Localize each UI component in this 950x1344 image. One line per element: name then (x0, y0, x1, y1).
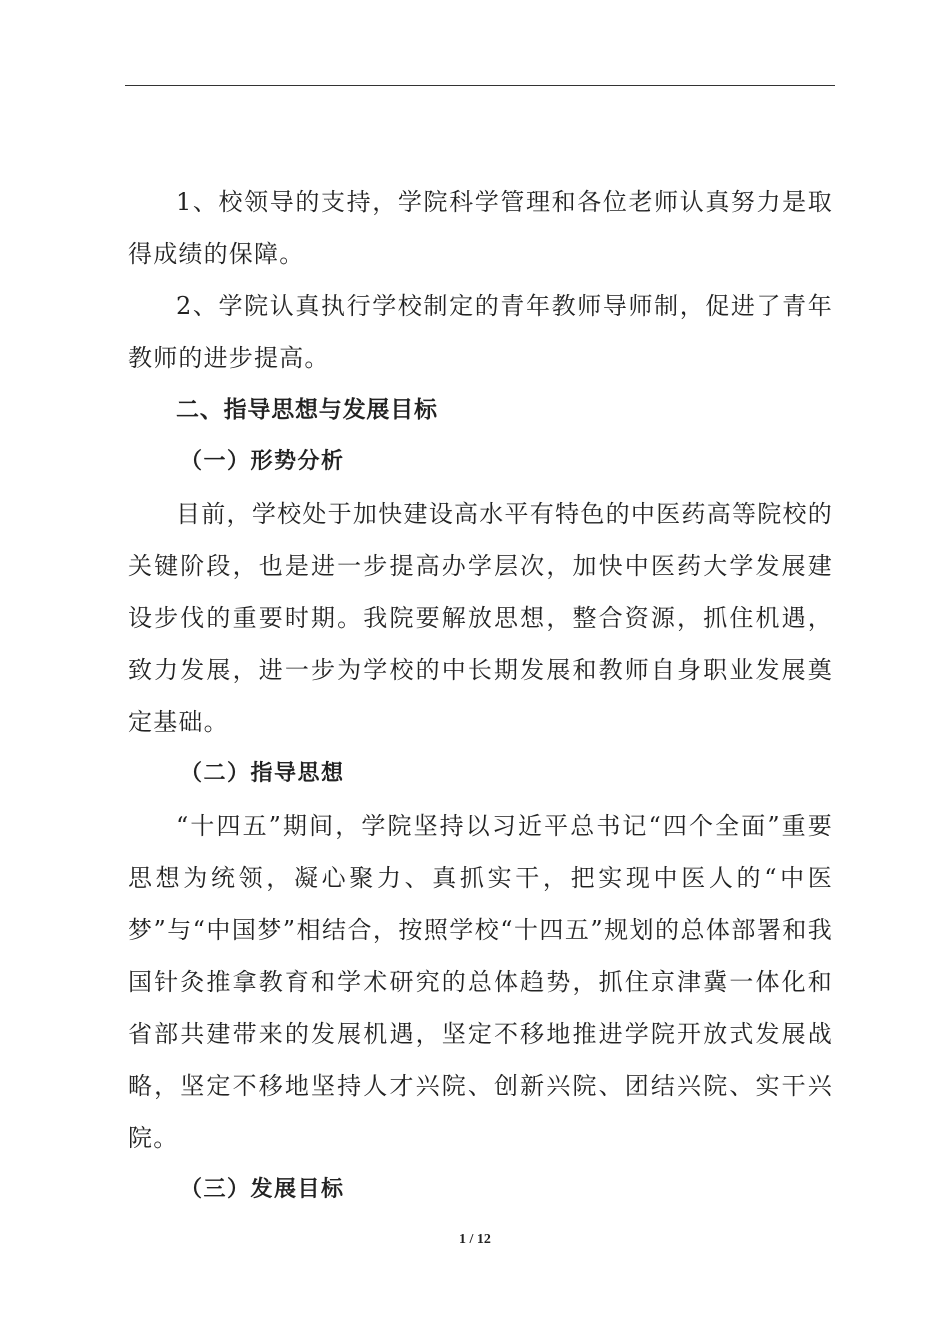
subheading-guiding-ideology: （二）指导思想 (180, 761, 345, 786)
paragraph-1: 1、校领导的支持，学院科学管理和各位老师认真努力是取得成绩的保障。 (128, 188, 833, 268)
page-number: 1 / 12 (459, 1232, 491, 1247)
header-rule (125, 85, 835, 86)
subheading-development-goals: （三）发展目标 (180, 1177, 345, 1202)
document-body (128, 176, 833, 1216)
paragraph-situation-analysis: 目前，学校处于加快建设高水平有特色的中医药高等院校的关键阶段，也是进一步提高办学层次，加快中医药大学发展建设步伐的重要时期。我院要解放思想，整合资源，抓住机遇，致力发展，进一步为学校的中长期发展和教师自身职业发展奠定基础。 (128, 500, 833, 736)
paragraph-2: 2、学院认真执行学校制定的青年教师导师制，促进了青年教师的进步提高。 (128, 292, 833, 372)
subheading-situation-analysis: （一）形势分析 (180, 449, 345, 474)
paragraph-guiding-ideology: “十四五”期间，学院坚持以习近平总书记“四个全面”重要思想为统领，凝心聚力、真抓实干，把实现中医人的“中医梦”与“中国梦”相结合，按照学校“十四五”规划的总体部署和我国针灸推拿教育和学术研究的总体趋势，抓住京津冀一体化和省部共建带来的发展机遇，坚定不移地推进学院开放式发展战略，坚定不移地坚持人才兴院、创新兴院、团结兴院、实干兴院。 (128, 812, 833, 1152)
section-heading-guiding-ideology-and-goals: 二、指导思想与发展目标 (176, 397, 438, 423)
